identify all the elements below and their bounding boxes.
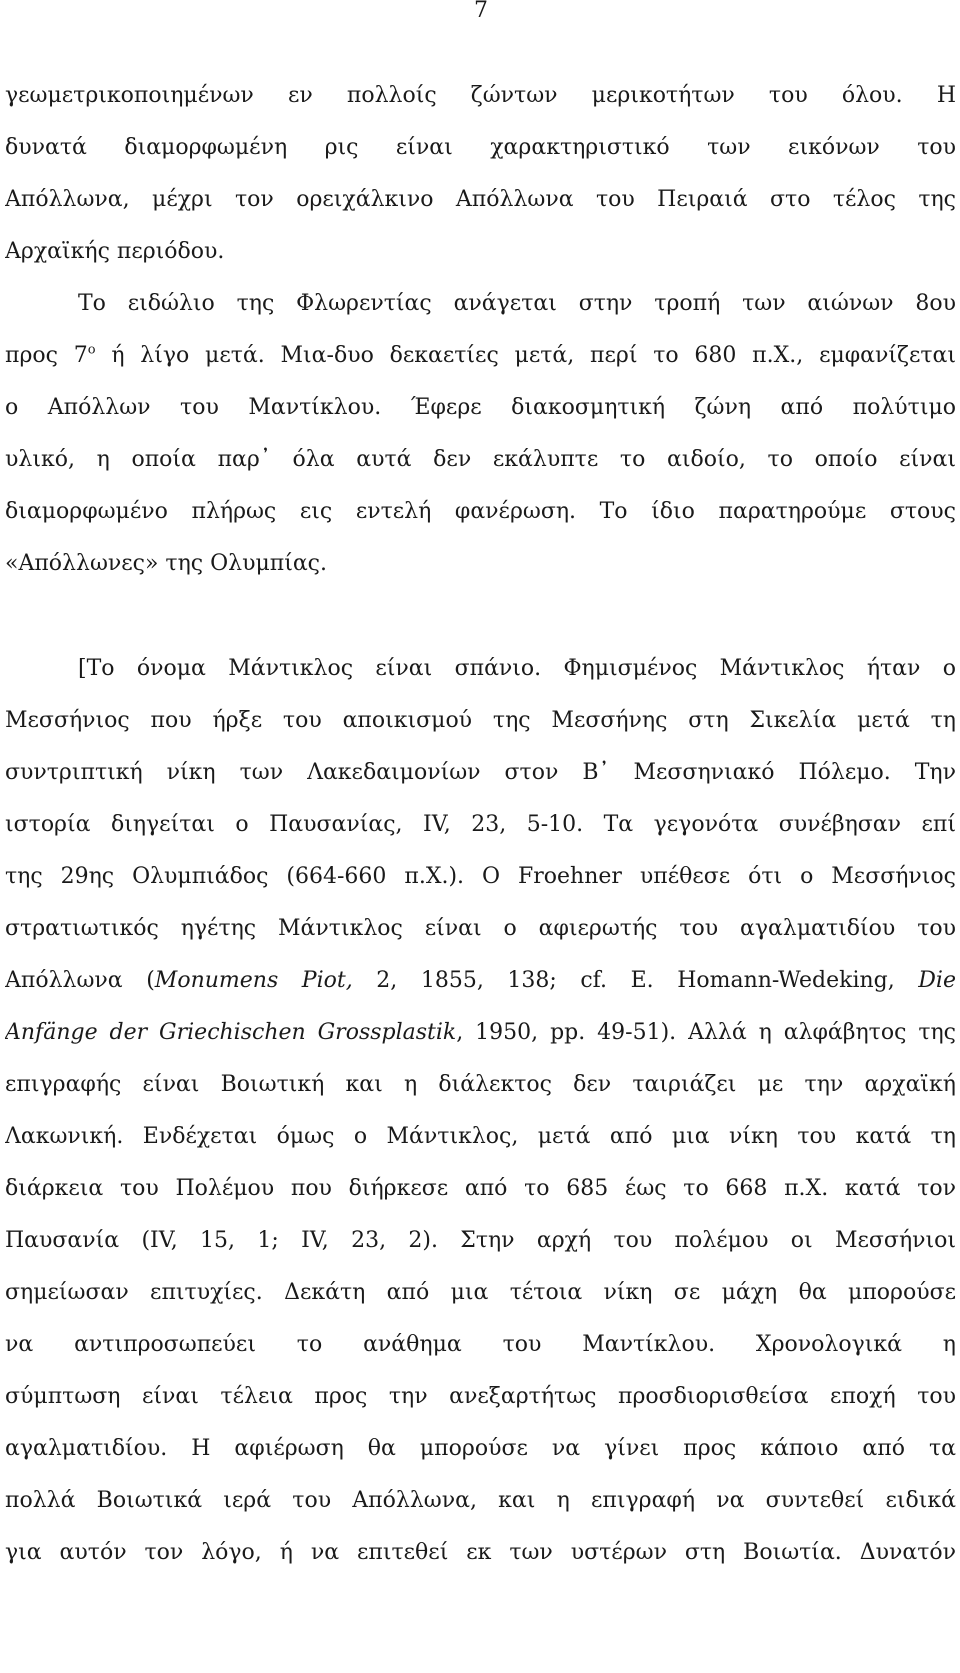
text-line: πολλά Βοιωτικά ιερά του Απόλλωνα, και η επιγραφή να συντεθεί ειδικά: [5, 1488, 956, 1513]
paragraph-first-line: Το ειδώλιο της Φλωρεντίας ανάγεται στην τροπή των αιώνων 8ου: [78, 291, 956, 316]
text-line: υλικό, η οποία παρ᾽ όλα αυτά δεν εκάλυπτε το αιδοίο, το οποίο είναι: [5, 447, 956, 472]
page-number-text: 7: [474, 0, 488, 23]
text-line: της 29ης Ολυμπιάδος (664-660 π.Χ.). Ο Froehner υπέθεσε ότι ο Μεσσήνιος: [5, 864, 956, 889]
text-line: ο Απόλλων του Μαντίκλου. Έφερε διακοσμητική ζώνη από πολύτιμο: [5, 395, 956, 420]
text-line: [5, 1007, 956, 1059]
text-line: επιγραφής είναι Βοιωτική και η διάλεκτος δεν ταιριάζει με την αρχαϊκή: [5, 1072, 956, 1097]
text-line: δυνατά διαμορφωμένη ρις είναι χαρακτηριστικό των εικόνων του: [5, 135, 956, 160]
page-number: [0, 0, 960, 22]
text-line: για αυτόν τον λόγο, ή να επιτεθεί εκ των υστέρων στη Βοιωτία. Δυνατόν: [5, 1540, 956, 1565]
italic-title: Die: [918, 968, 956, 993]
text-line: διαμορφωμένο πλήρως εις εντελή φανέρωση. Το ίδιο παρατηρούμε στους: [5, 499, 956, 524]
text-line: Μεσσήνιος που ήρξε του αποικισμού της Μεσσήνης στη Σικελία μετά τη: [5, 708, 956, 733]
text-line: γεωμετρικοποιημένων εν πολλοίς ζώντων μερικοτήτων του όλου. Η: [5, 83, 956, 108]
text-run: 2, 1855, 138; cf. E. Homann-Wedeking,: [352, 968, 919, 993]
text-run: προς 7: [5, 343, 88, 368]
italic-title: Anfänge der Griechischen Grossplastik: [5, 1020, 457, 1045]
text-run: , 1950, pp. 49-51). Αλλά η αλφάβητος της: [456, 1020, 956, 1045]
text-line: συντριπτική νίκη των Λακεδαιμονίων στον Β᾽ Μεσσηνιακό Πόλεμο. Την: [5, 760, 956, 785]
text-line: σημείωσαν επιτυχίες. Δεκάτη από μια τέτοια νίκη σε μάχη θα μπορούσε: [5, 1280, 956, 1305]
text-line: [5, 330, 956, 382]
text-line: να αντιπροσωπεύει το ανάθημα του Μαντίκλου. Χρονολογικά η: [5, 1332, 956, 1357]
text-line: «Απόλλωνες» της Ολυμπίας.: [5, 551, 327, 576]
body-text-upper: [5, 70, 956, 590]
italic-title: Monumens Piot,: [154, 968, 353, 993]
text-line: Λακωνική. Ενδέχεται όμως ο Μάντικλος, μετά από μια νίκη του κατά τη: [5, 1124, 956, 1149]
text-line: διάρκεια του Πολέμου που διήρκεσε από το 685 έως το 668 π.Χ. κατά τον: [5, 1176, 956, 1201]
text-line: σύμπτωση είναι τέλεια προς την ανεξαρτήτως προσδιορισθείσα εποχή του: [5, 1384, 956, 1409]
text-line: Αρχαϊκής περιόδου.: [5, 239, 225, 264]
text-line: Απόλλωνα, μέχρι τον ορειχάλκινο Απόλλωνα του Πειραιά στο τέλος της: [5, 187, 956, 212]
superscript-ordinal: ο: [87, 342, 96, 358]
text-line: ιστορία διηγείται ο Παυσανίας, IV, 23, 5-10. Τα γεγονότα συνέβησαν επί: [5, 812, 956, 837]
text-line: στρατιωτικός ηγέτης Μάντικλος είναι ο αφιερωτής του αγαλματιδίου του: [5, 916, 956, 941]
text-line: Παυσανία (IV, 15, 1; IV, 23, 2). Στην αρχή του πολέμου οι Μεσσήνιοι: [5, 1228, 956, 1253]
text-run: Απόλλωνα (: [5, 968, 155, 993]
text-line: [5, 955, 956, 1007]
body-text-note: [5, 643, 956, 1579]
paragraph-first-line: [Το όνομα Μάντικλος είναι σπάνιο. Φημισμένος Μάντικλος ήταν ο: [78, 656, 956, 681]
text-run: ή λίγο μετά. Μια-δυο δεκαετίες μετά, περί το 680 π.Χ., εμφανίζεται: [95, 343, 956, 368]
text-line: αγαλματιδίου. Η αφιέρωση θα μπορούσε να γίνει προς κάποιο από τα: [5, 1436, 956, 1461]
